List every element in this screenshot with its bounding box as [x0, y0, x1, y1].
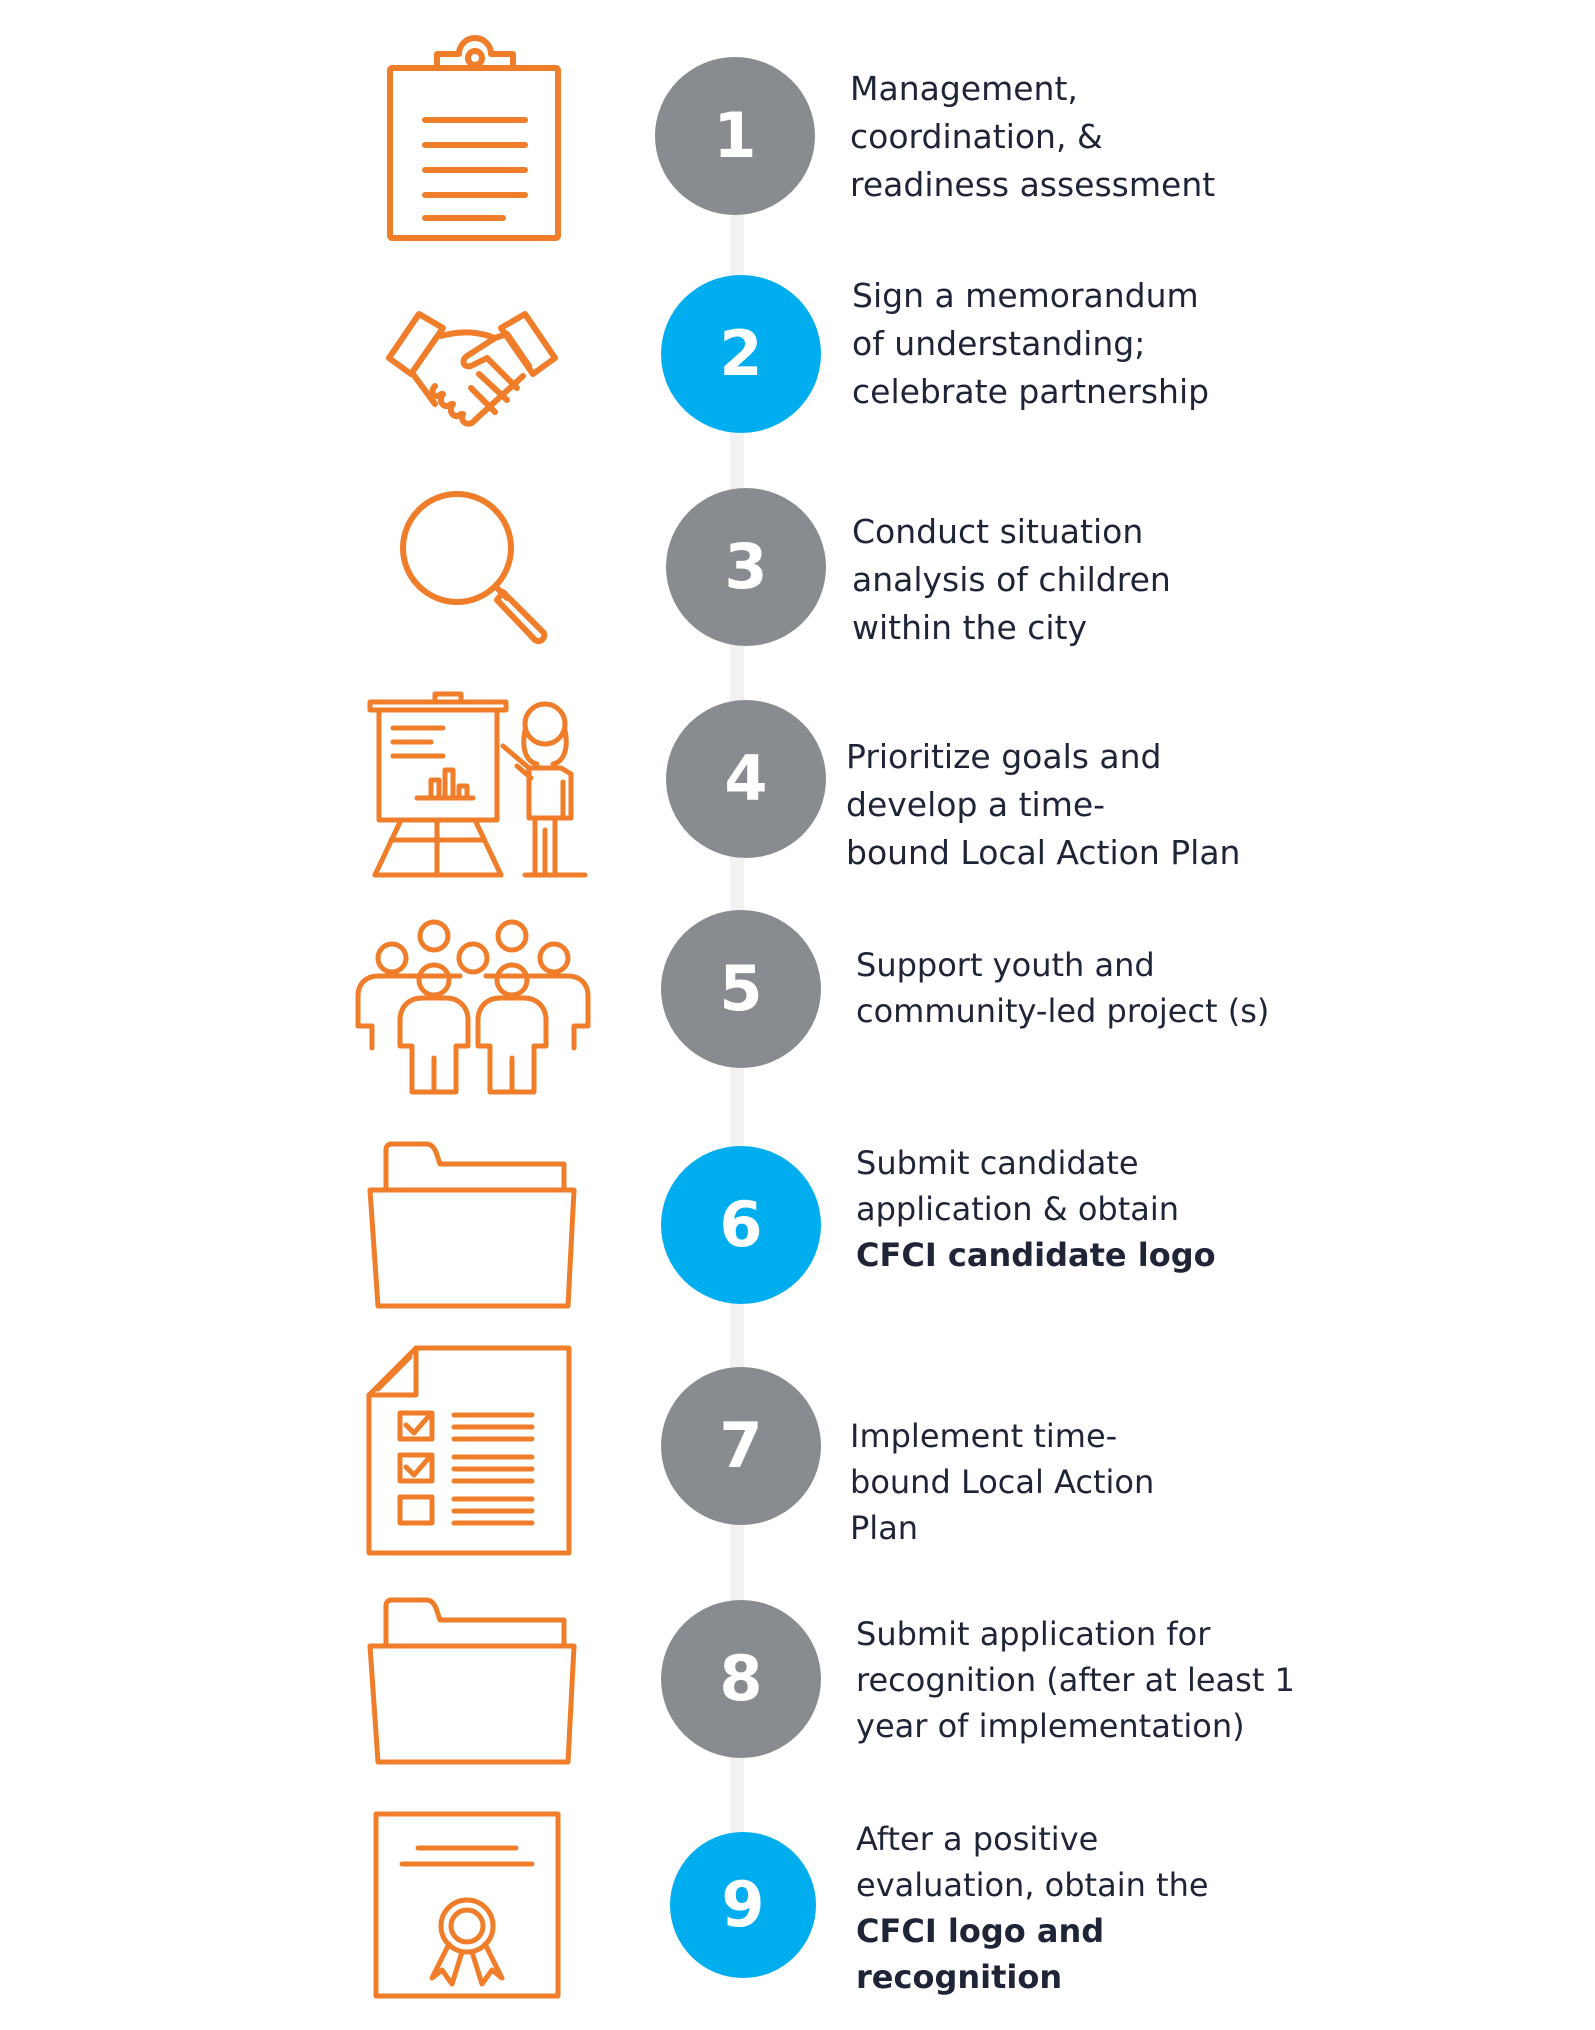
- step-7-line-1: Implement time-: [850, 1417, 1118, 1455]
- step-text-7: [850, 1413, 1154, 1551]
- step-7-line-3: Plan: [850, 1509, 919, 1547]
- step-text-6: [856, 1140, 1216, 1278]
- step-text-3: [852, 508, 1171, 652]
- step-4-line-1: Prioritize goals and: [846, 737, 1162, 776]
- step-9-bold-line-1: CFCI logo and: [856, 1912, 1105, 1950]
- step-text-5: [856, 942, 1269, 1034]
- step-1-line-1: Management,: [850, 69, 1078, 108]
- step-9-line-2: evaluation, obtain the: [856, 1866, 1209, 1904]
- magnifying-glass-icon: [395, 488, 555, 648]
- step-number-7: 7: [661, 1367, 821, 1525]
- step-8-line-1: Submit application for: [856, 1615, 1211, 1653]
- step-6-line-1: Submit candidate: [856, 1144, 1139, 1182]
- step-9-bold-line-2: recognition: [856, 1958, 1063, 1996]
- step-2-line-1: Sign a memorandum: [852, 276, 1199, 315]
- step-2-line-3: celebrate partnership: [852, 372, 1210, 411]
- handshake-icon: [383, 308, 561, 433]
- step-1-line-3: readiness assessment: [850, 165, 1216, 204]
- step-1-line-2: coordination, &: [850, 117, 1103, 156]
- step-number-9: 9: [670, 1832, 816, 1978]
- step-2-line-2: of understanding;: [852, 324, 1146, 363]
- step-number-1: 1: [655, 57, 815, 215]
- folder-icon-2: [368, 1598, 578, 1768]
- step-5-line-1: Support youth and: [856, 946, 1155, 984]
- clipboard-icon: [385, 28, 565, 243]
- step-8-line-3: year of implementation): [856, 1707, 1245, 1745]
- step-text-1: [850, 65, 1215, 209]
- step-text-8: [856, 1611, 1295, 1749]
- step-number-3: 3: [666, 488, 826, 646]
- step-number-4: 4: [666, 700, 826, 858]
- step-number-8: 8: [661, 1600, 821, 1758]
- step-4-line-2: develop a time-: [846, 785, 1106, 824]
- step-text-9: [856, 1816, 1209, 2000]
- step-5-line-2: community-led project (s): [856, 992, 1270, 1030]
- checklist-document-icon: [364, 1345, 574, 1557]
- step-9-line-1: After a positive: [856, 1820, 1099, 1858]
- step-6-line-2: application & obtain: [856, 1190, 1180, 1228]
- step-3-line-2: analysis of children: [852, 560, 1171, 599]
- step-3-line-1: Conduct situation: [852, 512, 1144, 551]
- step-8-line-2: recognition (after at least 1: [856, 1661, 1295, 1699]
- step-number-2: 2: [661, 275, 821, 433]
- step-6-bold-line-1: CFCI candidate logo: [856, 1236, 1216, 1274]
- step-3-line-3: within the city: [852, 608, 1088, 647]
- certificate-icon: [372, 1810, 562, 2000]
- step-4-line-3: bound Local Action Plan: [846, 833, 1241, 872]
- step-number-5: 5: [661, 910, 821, 1068]
- community-group-icon: [352, 918, 594, 1096]
- step-7-line-2: bound Local Action: [850, 1463, 1155, 1501]
- step-number-6: 6: [661, 1146, 821, 1304]
- folder-icon: [368, 1142, 578, 1312]
- presentation-icon: [365, 690, 587, 880]
- step-text-2: [852, 272, 1209, 416]
- step-text-4: [846, 733, 1240, 877]
